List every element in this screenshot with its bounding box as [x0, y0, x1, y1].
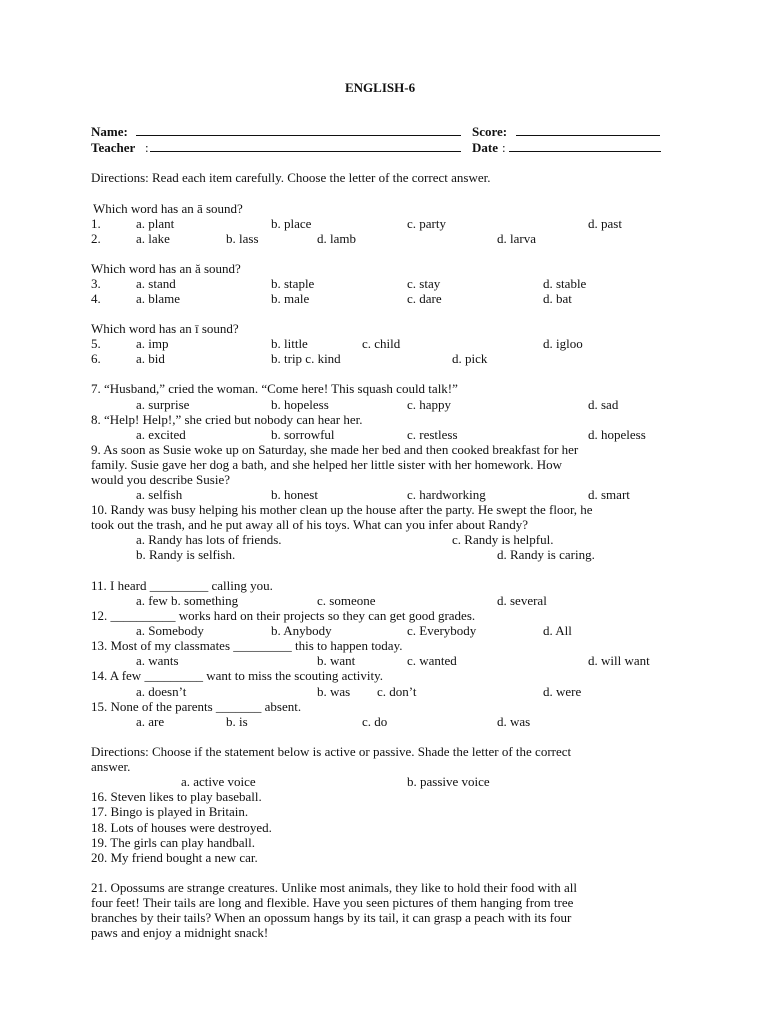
choice-c[interactable]: c. wanted	[407, 653, 457, 668]
choice-b[interactable]: b. was	[317, 684, 351, 699]
question-8: 8. “Help! Help!,” she cried but nobody can hear her.	[91, 412, 363, 427]
question-11: 11. I heard _________ calling you.	[91, 578, 273, 593]
choice-d[interactable]: d. were	[543, 684, 582, 699]
choice-c[interactable]: c. someone	[317, 593, 376, 608]
choice-a[interactable]: a. lake	[136, 231, 170, 246]
choice-a[interactable]: a. imp	[136, 336, 169, 351]
passage-line: four feet! Their tails are long and flexible. Have you seen pictures of them hanging from tree	[91, 895, 574, 910]
choice-c[interactable]: c. restless	[407, 427, 458, 442]
question-7: 7. “Husband,” cried the woman. “Come here! This squash could talk!”	[91, 381, 458, 396]
statement-19: 19. The girls can play handball.	[91, 835, 256, 850]
choice-a[interactable]: a. few b. something	[136, 593, 239, 608]
teacher-label: Teacher	[91, 140, 136, 155]
statement-17: 17. Bingo is played in Britain.	[91, 804, 249, 819]
item-number: 1.	[91, 216, 101, 231]
choice-a[interactable]: a. stand	[136, 276, 176, 291]
question-15: 15. None of the parents _______ absent.	[91, 699, 302, 714]
choice-b[interactable]: b. little	[271, 336, 308, 351]
choice-a[interactable]: a. doesn’t	[136, 684, 187, 699]
choice-c[interactable]: c. child	[362, 336, 401, 351]
question-12: 12. __________ works hard on their projects so they can get good grades.	[91, 608, 476, 623]
passage-line: branches by their tails? When an opossum hangs by its tail, it can grasp a peach with its four	[91, 910, 572, 925]
choice-d[interactable]: d. sad	[588, 397, 619, 412]
score-field[interactable]	[516, 124, 660, 139]
directions-2-line: answer.	[91, 759, 131, 774]
question-13: 13. Most of my classmates _________ this to happen today.	[91, 638, 403, 653]
choice-d[interactable]: d. hopeless	[588, 427, 646, 442]
choice-d[interactable]: d. was	[497, 714, 531, 729]
question-9-line: would you describe Susie?	[91, 472, 231, 487]
passage-line: 21. Opossums are strange creatures. Unlike most animals, they like to hold their food with all	[91, 880, 577, 895]
question-10-line: took out the trash, and he put away all of his toys. What can you infer about Randy?	[91, 517, 528, 532]
choice-c[interactable]: d. lamb	[317, 231, 356, 246]
choice-a[interactable]: a. blame	[136, 291, 181, 306]
choice-d[interactable]: d. larva	[497, 231, 536, 246]
choice-c[interactable]: c. party	[407, 216, 446, 231]
question-long-i: Which word has an ī sound?	[91, 321, 239, 336]
name-field[interactable]	[136, 124, 461, 139]
choice-b[interactable]: b. want	[317, 653, 356, 668]
date-colon: :	[502, 140, 506, 155]
choice-d[interactable]: d. All	[543, 623, 572, 638]
choice-b[interactable]: b. trip c. kind	[271, 351, 341, 366]
question-10-line: 10. Randy was busy helping his mother clean up the house after the party. He swept the floor, he	[91, 502, 593, 517]
choice-b[interactable]: b. sorrowful	[271, 427, 335, 442]
choice-d[interactable]: d. stable	[543, 276, 587, 291]
item-number: 5.	[91, 336, 101, 351]
question-9-line: 9. As soon as Susie woke up on Saturday, she made her bed and then cooked breakfast for her	[91, 442, 579, 457]
choice-d[interactable]: d. pick	[452, 351, 488, 366]
choice-b[interactable]: b. Randy is selfish.	[136, 547, 236, 562]
choice-a[interactable]: a. Randy has lots of friends.	[136, 532, 282, 547]
choice-a[interactable]: a. surprise	[136, 397, 190, 412]
choice-b[interactable]: b. male	[271, 291, 310, 306]
name-label: Name:	[91, 124, 128, 139]
directions-1: Directions: Read each item carefully. Choose the letter of the correct answer.	[91, 170, 491, 185]
question-14: 14. A few _________ want to miss the scouting activity.	[91, 668, 383, 683]
choice-a[interactable]: a. Somebody	[136, 623, 204, 638]
choice-c[interactable]: c. stay	[407, 276, 441, 291]
item-number: 3.	[91, 276, 101, 291]
score-label: Score:	[472, 124, 508, 139]
choice-d[interactable]: d. several	[497, 593, 547, 608]
item-number: 2.	[91, 231, 101, 246]
choice-c[interactable]: c. dare	[407, 291, 442, 306]
choice-b[interactable]: b. staple	[271, 276, 315, 291]
choice-b[interactable]: b. honest	[271, 487, 318, 502]
choice-b[interactable]: b. is	[226, 714, 248, 729]
choice-c[interactable]: c. Everybody	[407, 623, 477, 638]
choice-c[interactable]: c. happy	[407, 397, 452, 412]
choice-d[interactable]: d. Randy is caring.	[497, 547, 595, 562]
page-title: ENGLISH-6	[345, 80, 416, 95]
choice-d[interactable]: d. bat	[543, 291, 572, 306]
choice-d[interactable]: d. igloo	[543, 336, 583, 351]
choice-b[interactable]: b. hopeless	[271, 397, 329, 412]
choice-d[interactable]: d. past	[588, 216, 622, 231]
choice-a[interactable]: a. are	[136, 714, 165, 729]
active-voice-option[interactable]: a. active voice	[181, 774, 256, 789]
choice-d[interactable]: d. will want	[588, 653, 650, 668]
choice-c[interactable]: c. do	[362, 714, 388, 729]
question-9-line: family. Susie gave her dog a bath, and she helped her little sister with her homework. How	[91, 457, 563, 472]
choice-c[interactable]: c. hardworking	[407, 487, 486, 502]
choice-b[interactable]: b. lass	[226, 231, 259, 246]
statement-18: 18. Lots of houses were destroyed.	[91, 820, 272, 835]
date-field[interactable]	[509, 140, 661, 155]
passive-voice-option[interactable]: b. passive voice	[407, 774, 490, 789]
teacher-colon: :	[145, 140, 149, 155]
choice-c[interactable]: c. don’t	[377, 684, 417, 699]
question-short-a: Which word has an ă sound?	[91, 261, 241, 276]
item-number: 6.	[91, 351, 101, 366]
statement-20: 20. My friend bought a new car.	[91, 850, 258, 865]
choice-b[interactable]: b. Anybody	[271, 623, 332, 638]
choice-a[interactable]: a. selfish	[136, 487, 183, 502]
date-label: Date	[472, 140, 498, 155]
choice-c[interactable]: c. Randy is helpful.	[452, 532, 554, 547]
choice-a[interactable]: a. plant	[136, 216, 175, 231]
choice-a[interactable]: a. excited	[136, 427, 186, 442]
statement-16: 16. Steven likes to play baseball.	[91, 789, 262, 804]
choice-b[interactable]: b. place	[271, 216, 312, 231]
item-number: 4.	[91, 291, 101, 306]
passage-line: paws and enjoy a midnight snack!	[91, 925, 269, 940]
teacher-field[interactable]	[150, 140, 461, 155]
directions-2-line: Directions: Choose if the statement below is active or passive. Shade the letter of the correct	[91, 744, 572, 759]
choice-a[interactable]: a. wants	[136, 653, 179, 668]
question-long-a: Which word has an ā sound?	[93, 201, 243, 216]
choice-d[interactable]: d. smart	[588, 487, 630, 502]
choice-a[interactable]: a. bid	[136, 351, 165, 366]
